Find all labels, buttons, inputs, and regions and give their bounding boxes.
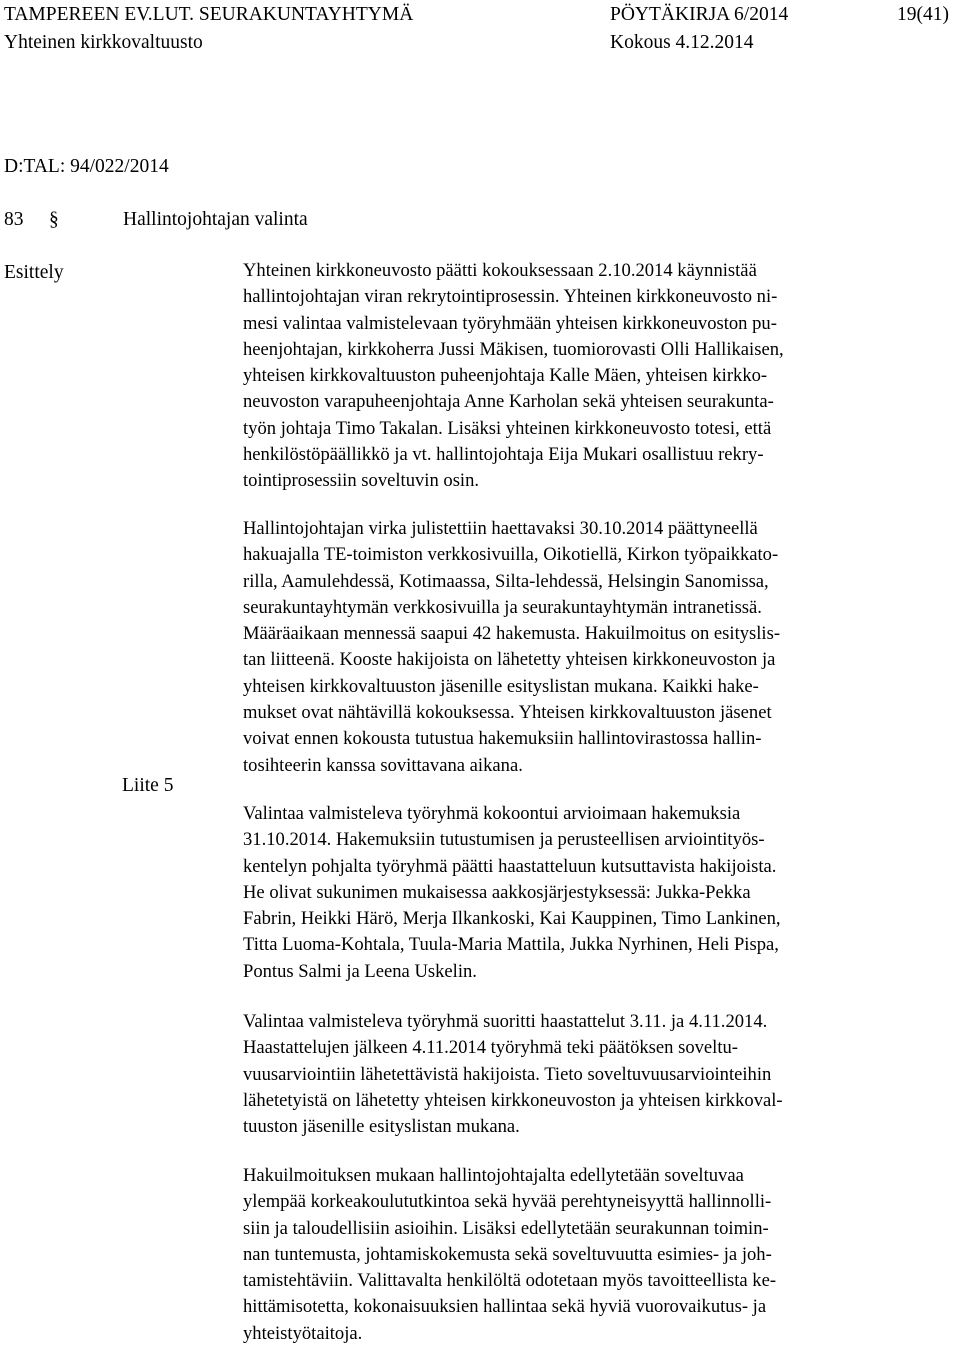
attachment-label: Liite 5: [122, 775, 174, 796]
section-number: 83: [4, 209, 24, 230]
section-title: Hallintojohtajan valinta: [123, 209, 308, 230]
organization-name: TAMPEREEN EV.LUT. SEURAKUNTAYHTYMÄ: [4, 4, 414, 25]
record-number: D:TAL: 94/022/2014: [4, 156, 169, 177]
paragraph-vacancy-announcement: Hallintojohtajan virka julistettiin haettavaksi 30.10.2014 päättyneellä hakuajalla TE-toimiston verkkosivuilla, Oikotiellä, Kirkon työpaikkato- rilla, Aamulehdessä, Kotimaassa, Silta-lehdessä, Helsingin Sanomissa, seurakuntayhtymän verkkosivuilla ja seurakuntayhtymän intranetissä. Määräaikaan mennessä saapui 42 hakemusta. Hakuilmoitus on esityslis- tan liitteenä. Kooste hakijoista on lähetetty yhteisen kirkkoneuvoston ja yhteisen kirkkovaltuuston jäsenille esityslistan mukana. Kaikki hake- mukset ovat nähtävillä kokouksessa. Yhteisen kirkkovaltuuston jäsenet voivat ennen kokousta tutustua hakemuksiin hallintovirastossa hallin- tosihteerin kanssa sovittavana aikana.: [243, 518, 781, 776]
governing-body: Yhteinen kirkkovaltuusto: [4, 32, 203, 53]
paragraph-interviews: Valintaa valmisteleva työryhmä suoritti haastattelut 3.11. ja 4.11.2014. Haastattelujen jälkeen 4.11.2014 työryhmä teki päätöksen soveltu- vuusarviointiin lähetettävistä hakijoista. Tieto soveltuvuusarviointeihin lähetetyistä on lähetetty yhteisen kirkkoneuvoston ja yhteisen kirkkoval- tuuston jäsenille esityslistan mukana.: [243, 1011, 783, 1138]
document-type: PÖYTÄKIRJA 6/2014: [610, 4, 789, 25]
paragraph-application-review: Valintaa valmisteleva työryhmä kokoontui arvioimaan hakemuksia 31.10.2014. Hakemuksiin tutustumisen ja perusteellisen arviointityös- kentelyn pohjalta työryhmä päätti haastatteluun kutsuttavista hakijoista. He olivat sukunimen mukaisessa aakkosjärjestyksessä: Jukka-Pekka Fabrin, Heikki Härö, Merja Ilkankoski, Kai Kauppinen, Timo Lankinen, Titta Luoma-Kohtala, Tuula-Maria Mattila, Jukka Nyrhinen, Heli Pispa, Pontus Salmi ja Leena Uskelin.: [243, 803, 781, 982]
presentation-label: Esittely: [4, 262, 64, 283]
section-symbol: §: [49, 209, 59, 230]
meeting-date: Kokous 4.12.2014: [610, 32, 754, 53]
page-number: 19(41): [897, 4, 949, 25]
paragraph-recruitment-start: Yhteinen kirkkoneuvosto päätti kokouksessaan 2.10.2014 käynnistää hallintojohtajan viran rekrytointiprosessin. Yhteinen kirkkoneuvosto ni- mesi valintaa valmistelevaan työryhmään yhteisen kirkkoneuvoston pu- heenjohtajan, kirkkoherra Jussi Mäkisen, tuomiorovasti Olli Hallikaisen, yhteisen kirkkovaltuuston puheenjohtaja Kalle Mäen, yhteisen kirkko- neuvoston varapuheenjohtaja Anne Karholan sekä yhteisen seurakunta- työn johtaja Timo Takalan. Lisäksi yhteinen kirkkoneuvosto totesi, että henkilöstöpäällikkö ja vt. hallintojohtaja Eija Mukari osallistuu rekry- tointiprosessiin soveltuvin osin.: [243, 260, 784, 492]
paragraph-requirements: Hakuilmoituksen mukaan hallintojohtajalta edellytetään soveltuvaa ylempää korkeakoulututkintoa sekä hyvää perehtyneisyyttä hallinnolli- siin ja taloudellisiin asioihin. Lisäksi edellytetään seurakunnan toimin- nan tuntemusta, johtamiskokemusta sekä soveltuvuutta esimies- ja joh- tamistehtäviin. Valittavalta henkilöltä odotetaan myös tavoitteellista ke- hittämisotetta, kokonaisuuksien hallintaa sekä hyviä vuorovaikutus- ja yhteistyötaitoja.: [243, 1165, 777, 1344]
